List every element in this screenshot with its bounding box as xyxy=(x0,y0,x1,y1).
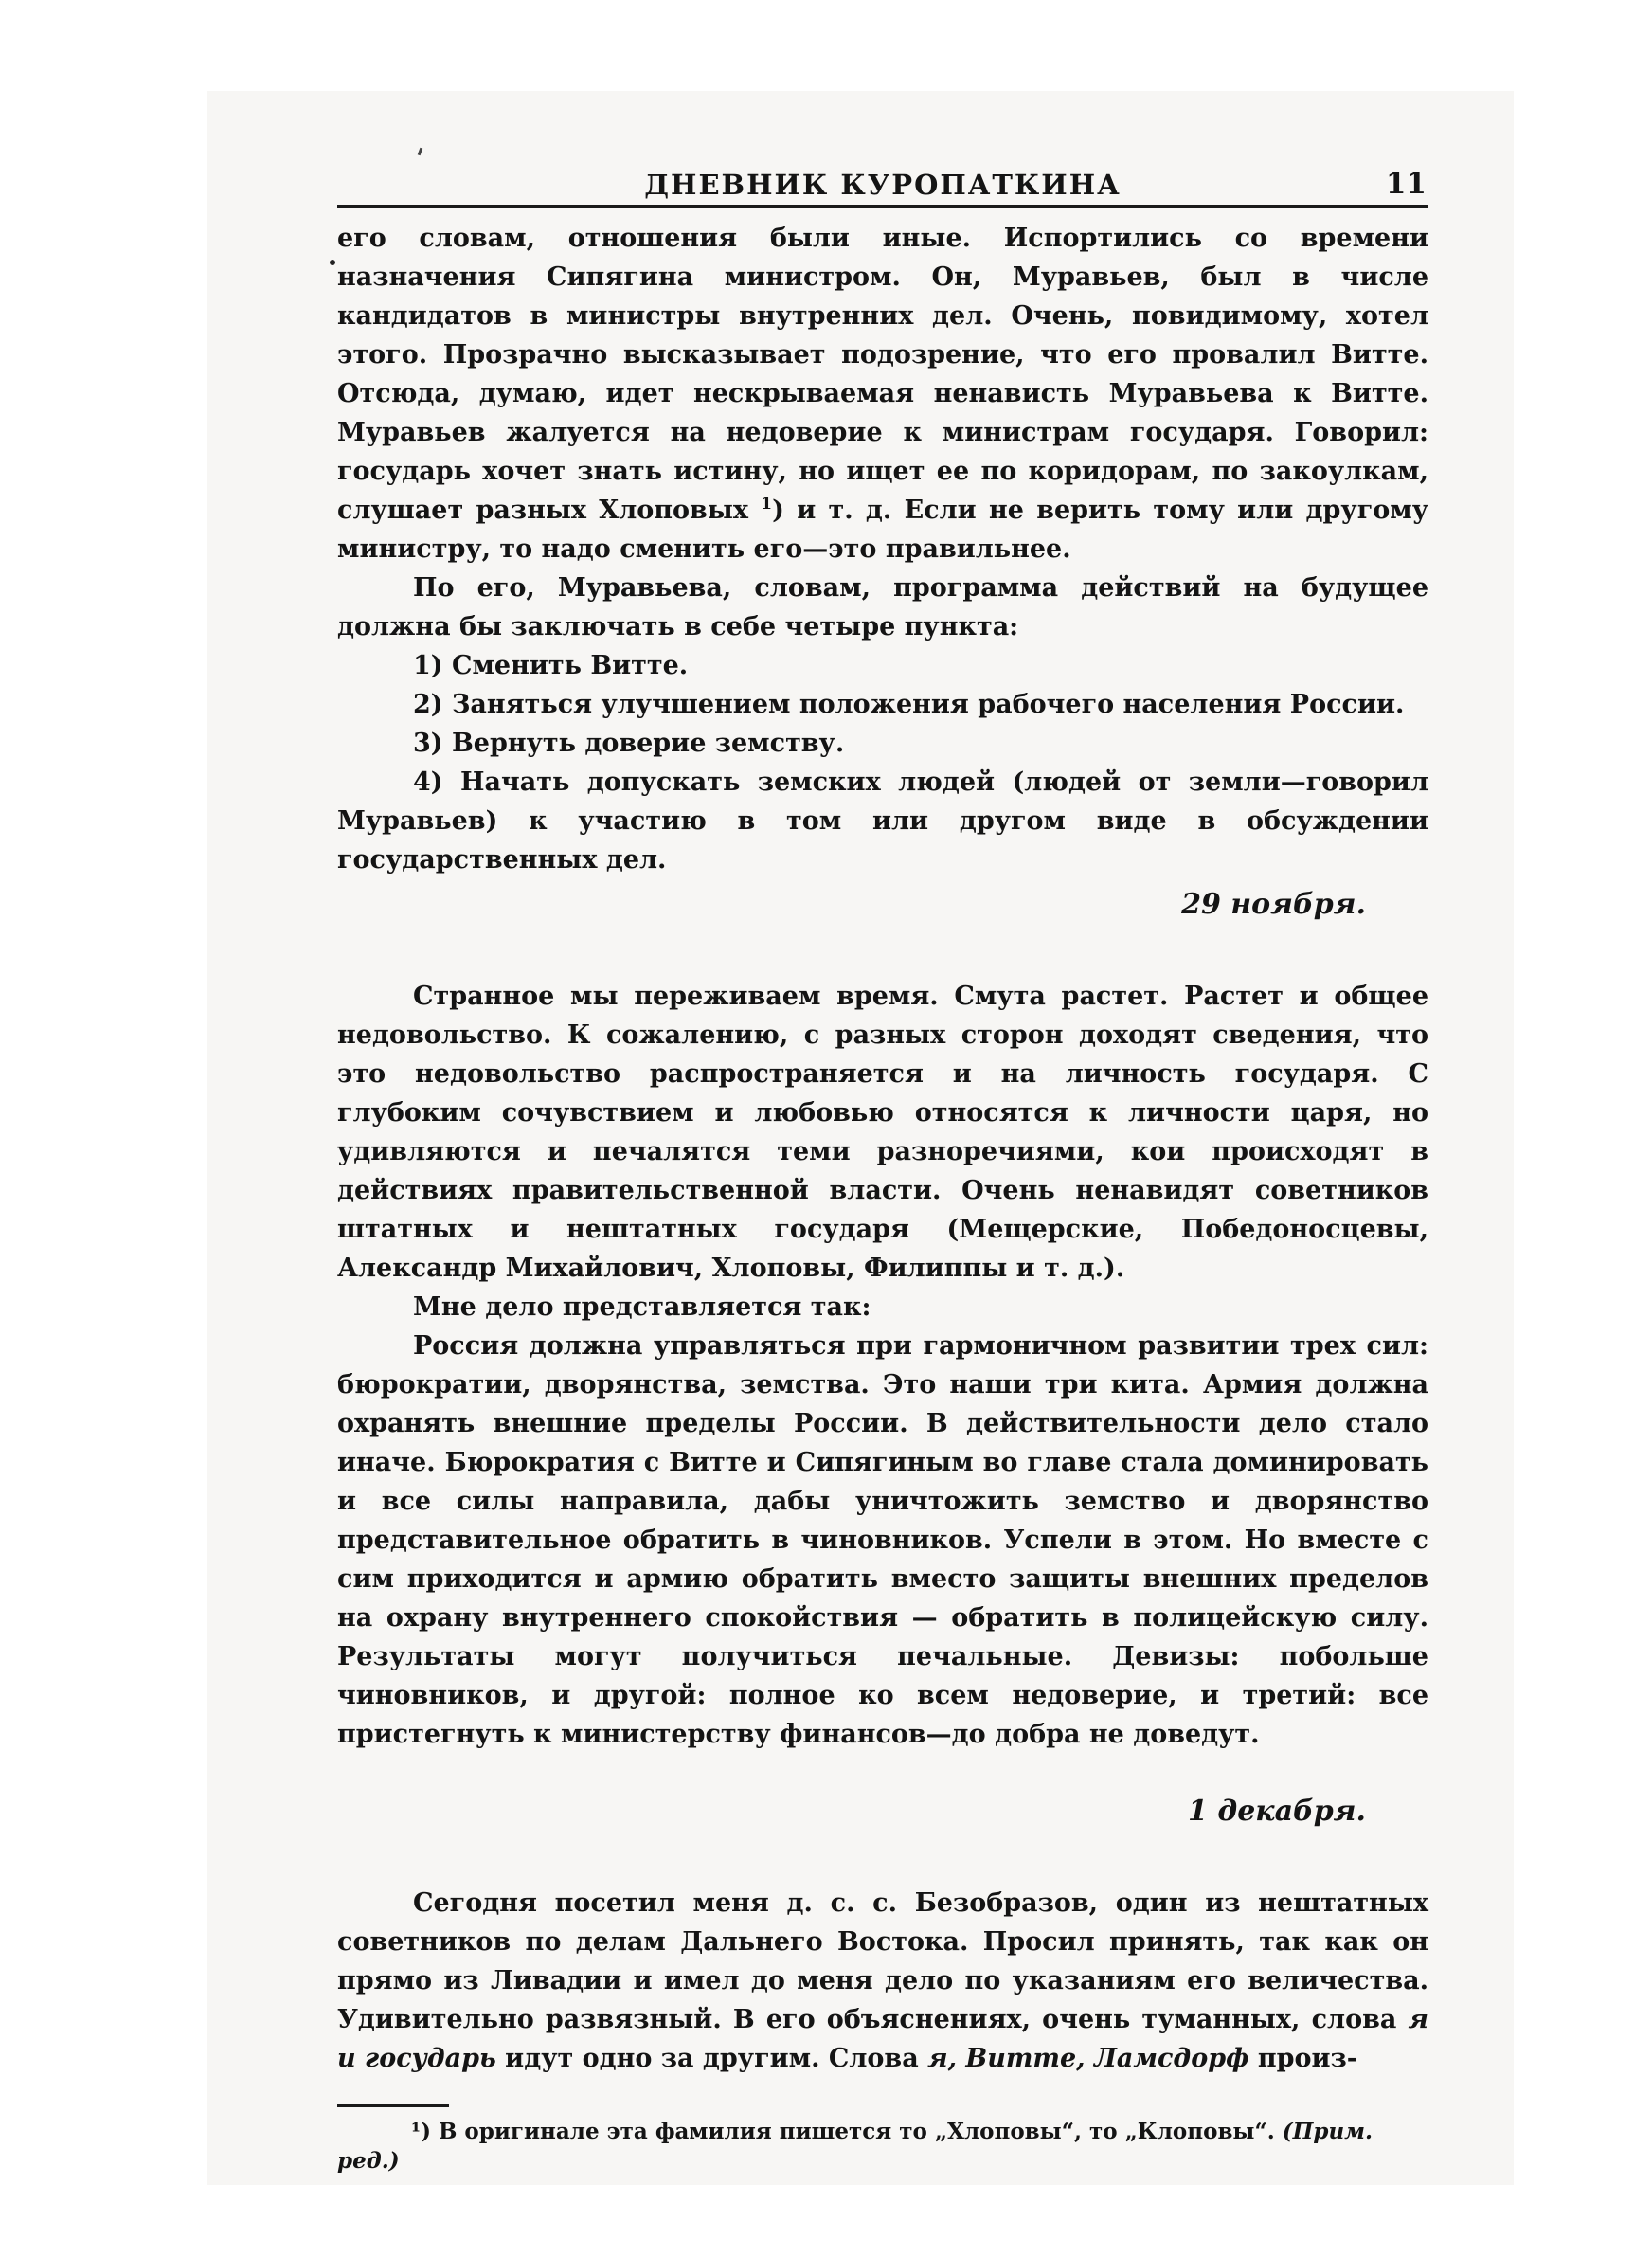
footnote-divider xyxy=(337,2104,449,2107)
paragraph xyxy=(337,219,1428,569)
footnote-ref: 1 xyxy=(761,495,773,514)
diary-date: 1 декабря. xyxy=(1188,1795,1366,1828)
text-run: Сегодня посетил меня д. с. с. Безобразов, один из нештатных советников по делам Дальнего Востока. Просил принять, так как он прямо из Ливадии и имел до меня дело по указаниям его величества. Удивительно развязный. В его объяснениях, очень туманных, слова xyxy=(337,1888,1428,2034)
text-run: произ- xyxy=(1248,2044,1357,2073)
editor-note: (Прим. ред.) xyxy=(337,2119,1374,2174)
footnote-marker: ¹) xyxy=(411,2119,431,2144)
list-item: 4) Начать допускать земских людей (людей от земли—говорил Муравьев) к участию в том или другом виде в обсуждении государственных дел. xyxy=(337,767,1428,875)
paragraph xyxy=(337,1884,1428,2078)
list-item: 2) Заняться улучшением положения рабочего населения России. xyxy=(413,690,1405,719)
text-run: его словам, отношения были иные. Испортились со времени назначения Сипягина министром. Он, Муравьев, был в числе кандидатов в министры внутренних дел. Очень, повидимому, хотел этого. Прозрачно высказывает подозрение, что его провалил Витте. Отсюда, думаю, идет нескрываемая ненависть Муравьева к Витте. Муравьев жалуется на недоверие к министрам государя. Говорил: государь хочет знать истину, но ищет ее по коридорам, по закоулкам, слушает разных Хлоповых xyxy=(337,224,1428,525)
text-run: идут одно за другим. Слова xyxy=(495,2044,928,2073)
footnote-text: В оригинале эта фамилия пишется то „Хлоповы“, то „Клоповы“. xyxy=(430,2119,1275,2144)
page-number: 11 xyxy=(1385,167,1427,201)
paragraph: Россия должна управляться при гармоничном развитии трех сил: бюрократии, дворянства, земства. Это наши три кита. Армия должна охранять внешние пределы России. В действительности дело стало иначе. Бюрократия с Витте и Сипягиным во главе стала доминировать и все силы направила, дабы уничтожить земство и дворянство представительное обратить в чиновников. Успели в этом. Но вместе с сим приходится и армию обратить вместо защиты внешних пределов на охрану внутреннего спокойствия — обратить в полицейскую силу. Результаты могут получиться печальные. Девизы: побольше чиновников, и другой: полное ко всем недоверие, и третий: все пристегнуть к министерству финансов—до добра не доведут. xyxy=(337,1331,1428,1749)
running-header xyxy=(337,165,1428,208)
text-run: ) и т. д. Если не верить тому или другому министру, то надо сменить его—это правильнее. xyxy=(337,496,1428,564)
list-item: 3) Вернуть доверие земству. xyxy=(413,729,845,758)
diary-date: 29 ноября. xyxy=(1181,888,1366,921)
paragraph: По его, Муравьева, словам, программа действий на будущее должна бы заключать в себе четыре пункта: xyxy=(337,573,1428,641)
page-content xyxy=(337,165,1428,2176)
list-item: 1) Сменить Витте. xyxy=(413,651,689,680)
paragraph: Мне дело представляется так: xyxy=(413,1292,871,1322)
footnote xyxy=(337,2117,1428,2176)
body-text xyxy=(337,219,1428,2078)
italic-run: я и государь xyxy=(337,2005,1428,2073)
margin-mark xyxy=(330,260,335,265)
italic-run: я, Витте, Ламсдорф xyxy=(927,2044,1249,2073)
paragraph: Странное мы переживаем время. Смута растет. Растет и общее недовольство. К сожалению, с разных сторон доходят сведения, что это недовольство распространяется и на личность государя. С глубоким сочувствием и любовью относятся к личности царя, но удивляются и печалятся теми разноречиями, кои происходят в действиях правительственной власти. Очень ненавидят советников штатных и нештатных государя (Мещерские, Победоносцевы, Александр Михайлович, Хлоповы, Филиппы и т. д.). xyxy=(337,982,1428,1283)
running-title: ДНЕВНИК КУРОПАТКИНА xyxy=(644,169,1122,201)
